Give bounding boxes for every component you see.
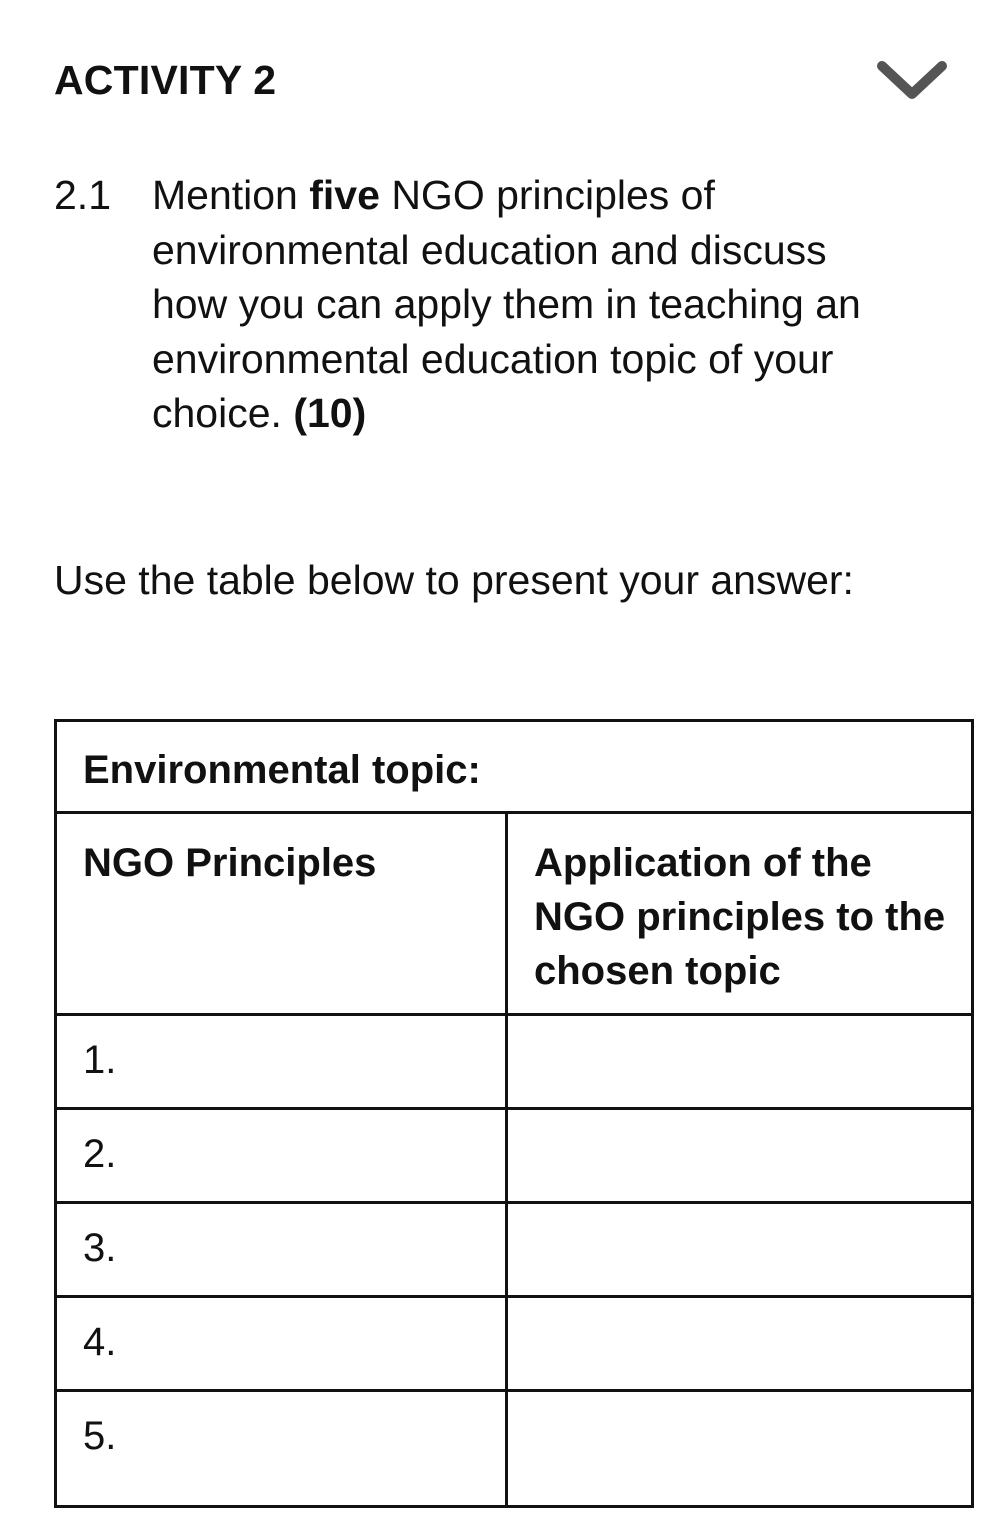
chevron-down-icon[interactable]	[876, 56, 948, 104]
question-emphasis: five	[309, 172, 380, 218]
table-row	[56, 1391, 973, 1507]
principle-cell[interactable]	[56, 1015, 507, 1109]
question-number: 2.1	[54, 172, 111, 218]
table-row	[56, 1109, 973, 1203]
principle-cell[interactable]	[56, 1203, 507, 1297]
row-number: 3.	[83, 1226, 117, 1270]
topic-cell[interactable]	[56, 721, 973, 813]
topic-row	[56, 721, 973, 813]
table-row	[56, 1015, 973, 1109]
application-cell[interactable]	[507, 1109, 973, 1203]
question-marks: (10)	[293, 390, 367, 436]
activity-title: ACTIVITY 2	[54, 57, 277, 103]
question-text	[152, 168, 912, 441]
application-cell[interactable]	[507, 1391, 973, 1507]
principle-cell[interactable]	[56, 1297, 507, 1391]
application-cell[interactable]	[507, 1203, 973, 1297]
topic-label: Environmental topic:	[83, 748, 481, 792]
activity-header	[54, 52, 948, 112]
table-header-row	[56, 813, 973, 1015]
application-cell[interactable]	[507, 1015, 973, 1109]
row-number: 2.	[83, 1132, 117, 1176]
row-number: 5.	[83, 1414, 117, 1458]
principle-cell[interactable]	[56, 1391, 507, 1507]
application-cell[interactable]	[507, 1297, 973, 1391]
header-ngo-principles: NGO Principles	[56, 813, 507, 1015]
answer-table	[54, 719, 974, 1508]
question-text-rest: NGO principles of environmental education and discuss how you can apply them in teaching an environmental education topic of your choice.	[152, 172, 861, 436]
question-text-start: Mention	[152, 172, 310, 218]
header-application: Application of the NGO principles to the chosen topic	[507, 813, 973, 1015]
row-number: 1.	[83, 1038, 117, 1082]
table-row	[56, 1297, 973, 1391]
principle-cell[interactable]	[56, 1109, 507, 1203]
table-row	[56, 1203, 973, 1297]
instruction-text: Use the table below to present your answer:	[54, 557, 854, 603]
row-number: 4.	[83, 1320, 117, 1364]
